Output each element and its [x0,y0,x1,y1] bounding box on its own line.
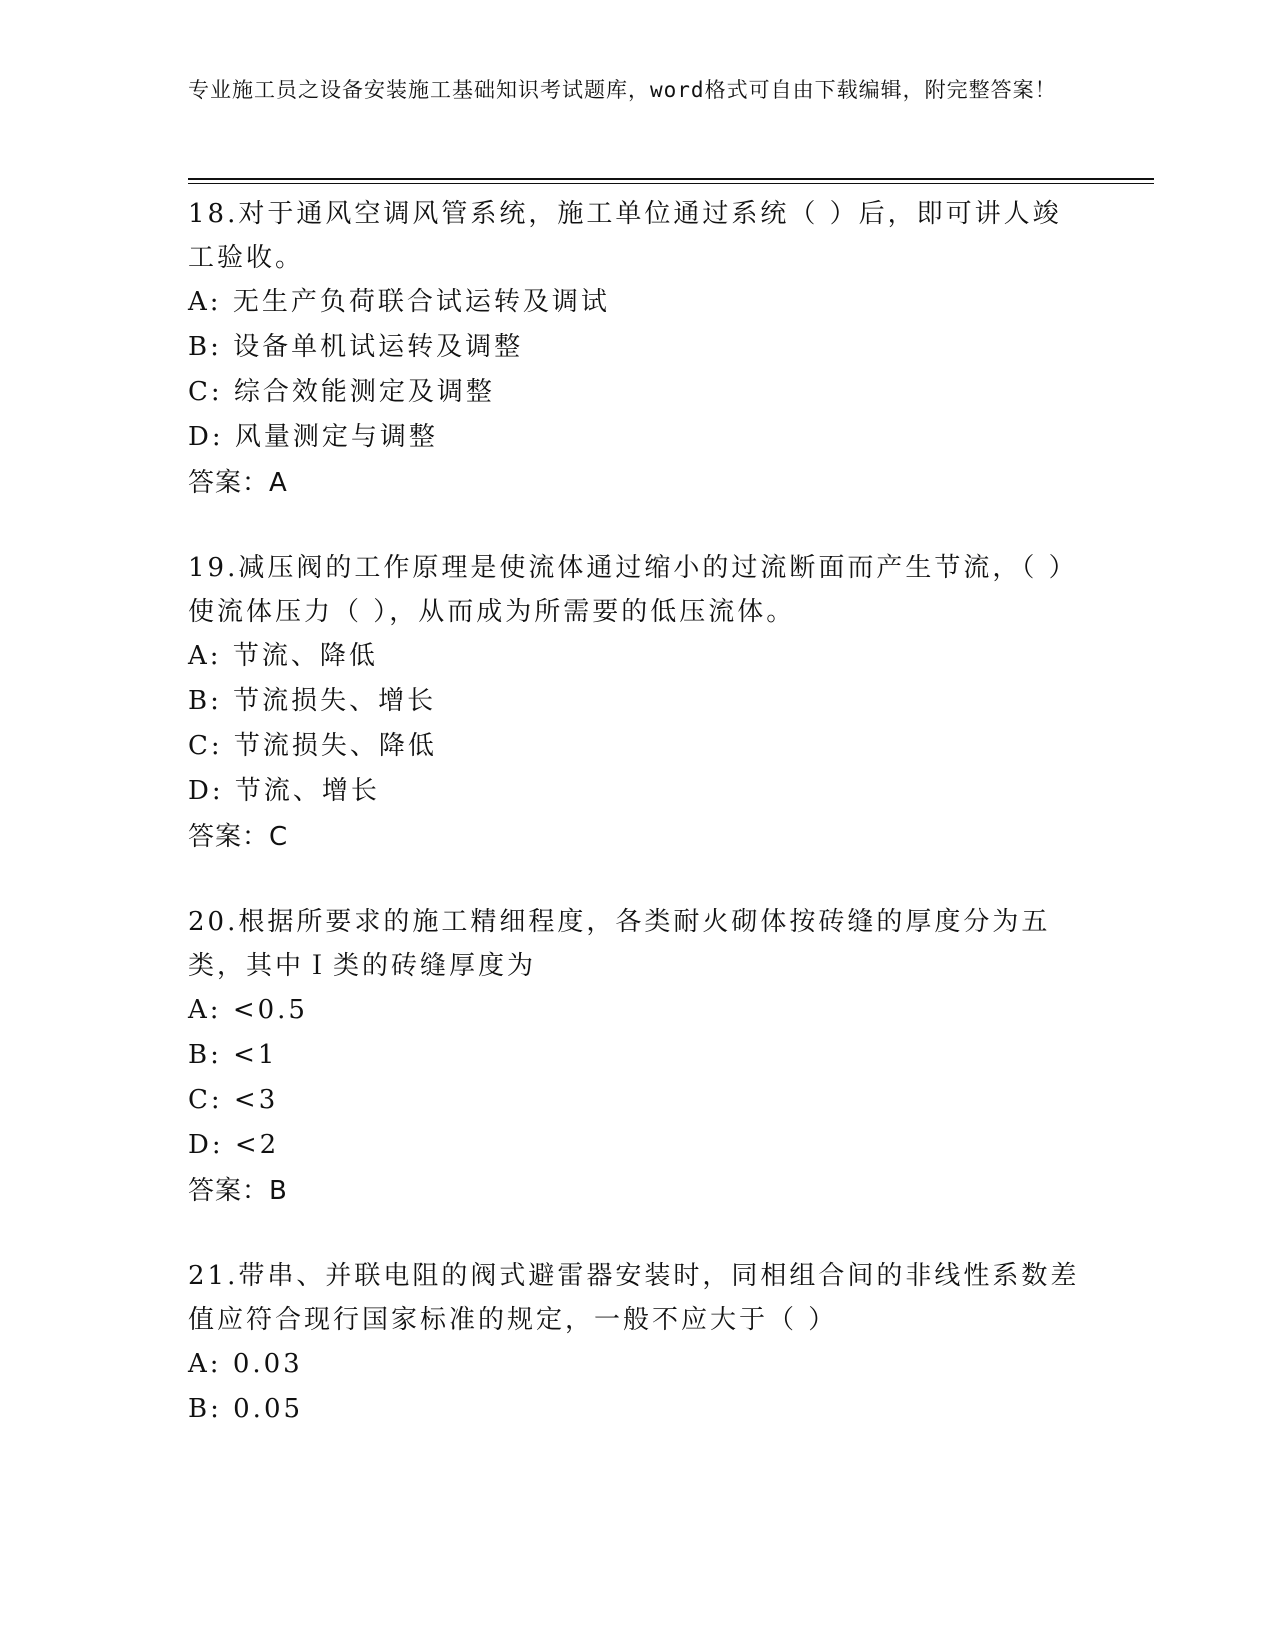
option-text: 无生产负荷联合试运转及调试 [232,287,610,317]
question-number: 20. [188,907,239,937]
option-text: <0.5 [232,995,308,1025]
option-text: <3 [233,1085,279,1115]
option-text: <2 [234,1130,280,1160]
option-letter: C: [188,1085,223,1115]
document-header: 专业施工员之设备安装施工基础知识考试题库，word格式可自由下载编辑，附完整答案！ [188,78,1057,102]
option-letter: B: [188,332,222,362]
question-text [188,546,1088,634]
question-19 [188,546,1088,860]
option-d [188,415,1088,460]
option-letter: B: [188,1040,222,1070]
option-d [188,769,1088,814]
option-text: 节流损失、增长 [233,686,437,716]
answer-line: 答案：A [188,468,288,498]
question-stem: 带串、并联电阻的阀式避雷器安装时，同相组合间的非线性系数差值应符合现行国家标准的规定，一般不应大于（ ） [188,1261,1080,1335]
option-a [188,1342,1088,1387]
answer-line: 答案：C [188,822,289,852]
answer-line: 答案：B [188,1176,288,1206]
option-letter: A: [188,641,222,671]
question-number: 18. [188,199,239,229]
option-text: 0.05 [233,1394,304,1424]
option-letter: B: [188,686,222,716]
question-text [188,192,1088,280]
question-number: 21. [188,1261,239,1291]
question-text [188,900,1088,988]
question-21 [188,1254,1088,1432]
option-c [188,724,1088,769]
option-text: 综合效能测定及调整 [233,377,495,407]
question-number: 19. [188,553,239,583]
question-20 [188,900,1088,1214]
option-letter: D: [188,1130,224,1160]
question-stem: 对于通风空调风管系统，施工单位通过系统（ ）后，即可讲人竣工验收。 [188,199,1062,273]
question-18 [188,192,1088,506]
option-text: <1 [233,1040,278,1070]
option-a [188,988,1088,1033]
option-text: 设备单机试运转及调整 [233,332,524,362]
option-text: 节流损失、降低 [233,731,437,761]
option-letter: A: [188,1349,222,1379]
option-b [188,679,1088,724]
option-text: 0.03 [232,1349,303,1379]
question-text [188,1254,1088,1342]
header-divider [188,178,1154,180]
option-b [188,325,1088,370]
option-letter: A: [188,287,222,317]
option-c [188,370,1088,415]
header-divider-thin [188,183,1154,184]
option-letter: A: [188,995,222,1025]
option-a [188,280,1088,325]
option-letter: B: [188,1394,222,1424]
option-c [188,1078,1088,1123]
option-a [188,634,1088,679]
question-stem: 根据所要求的施工精细程度，各类耐火砌体按砖缝的厚度分为五类，其中Ｉ类的砖缝厚度为 [188,907,1051,981]
option-d [188,1123,1088,1168]
question-stem: 减压阀的工作原理是使流体通过缩小的过流断面而产生节流，（ ）使流体压力（ ），从而成为所需要的低压流体。 [188,553,1078,627]
option-b [188,1033,1088,1078]
question-list [188,192,1088,1454]
option-letter: D: [188,422,224,452]
option-text: 风量测定与调整 [234,422,438,452]
option-text: 节流、降低 [232,641,378,671]
option-letter: D: [188,776,224,806]
option-text: 节流、增长 [234,776,380,806]
option-letter: C: [188,377,223,407]
option-b [188,1387,1088,1432]
option-letter: C: [188,731,223,761]
